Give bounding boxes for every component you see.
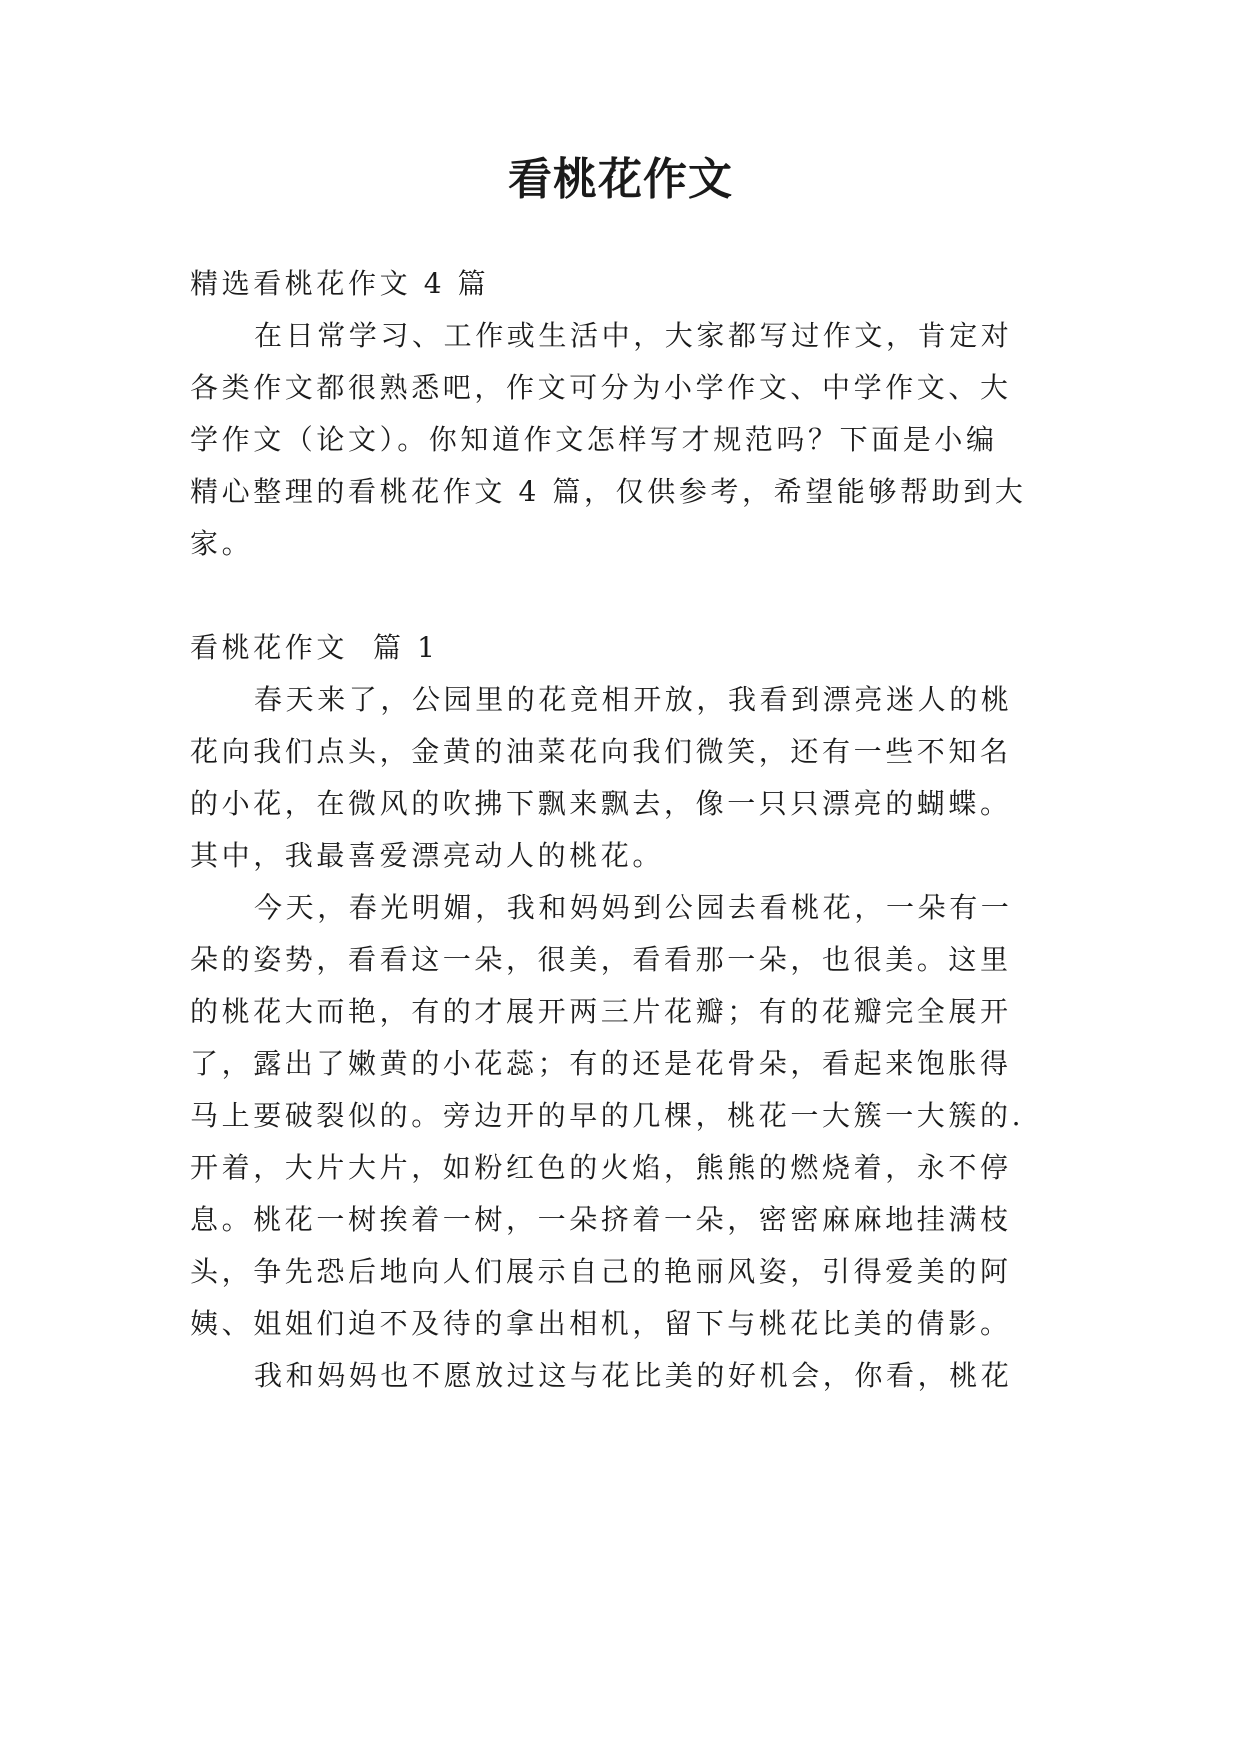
subtitle: 精选看桃花作文 4 篇 (190, 267, 490, 300)
paragraph-line: 马上要破裂似的。旁边开的早的几棵，桃花一大簇一大簇的. (190, 1099, 1025, 1132)
document-title: 看桃花作文 (508, 154, 733, 205)
paragraph-line: 的小花，在微风的吹拂下飘来飘去，像一只只漂亮的蝴蝶。 (190, 787, 1012, 820)
paragraph-line: 今天，春光明媚，我和妈妈到公园去看桃花，一朵有一 (254, 891, 1013, 924)
paragraph-line: 息。桃花一树挨着一树，一朵挤着一朵，密密麻麻地挂满枝 (190, 1203, 1012, 1236)
section-heading: 看桃花作文 篇 1 (190, 631, 439, 664)
paragraph-line: 开着，大片大片，如粉红色的火焰，熊熊的燃烧着，永不停 (190, 1151, 1012, 1184)
paragraph-line: 朵的姿势，看看这一朵，很美，看看那一朵，也很美。这里 (190, 943, 1012, 976)
paragraph-line: 了，露出了嫩黄的小花蕊；有的还是花骨朵，看起来饱胀得 (190, 1047, 1012, 1080)
intro-line: 在日常学习、工作或生活中，大家都写过作文，肯定对 (254, 319, 1013, 352)
intro-line: 学作文（论文）。你知道作文怎样写才规范吗？下面是小编 (190, 423, 998, 456)
paragraph-line: 花向我们点头，金黄的油菜花向我们微笑，还有一些不知名 (190, 735, 1012, 768)
intro-line: 精心整理的看桃花作文 4 篇，仅供参考，希望能够帮助到大 (190, 475, 1027, 508)
paragraph-line: 姨、姐姐们迫不及待的拿出相机，留下与桃花比美的倩影。 (190, 1307, 1012, 1340)
paragraph-line: 春天来了，公园里的花竞相开放，我看到漂亮迷人的桃 (254, 683, 1013, 716)
paragraph-line: 其中，我最喜爱漂亮动人的桃花。 (190, 839, 665, 872)
intro-line: 各类作文都很熟悉吧，作文可分为小学作文、中学作文、大 (190, 371, 1012, 404)
intro-line: 家。 (190, 527, 254, 560)
paragraph-line: 我和妈妈也不愿放过这与花比美的好机会，你看，桃花 (254, 1359, 1013, 1392)
paragraph-line: 的桃花大而艳，有的才展开两三片花瓣；有的花瓣完全展开 (190, 995, 1012, 1028)
paragraph-line: 头，争先恐后地向人们展示自己的艳丽风姿，引得爱美的阿 (190, 1255, 1012, 1288)
